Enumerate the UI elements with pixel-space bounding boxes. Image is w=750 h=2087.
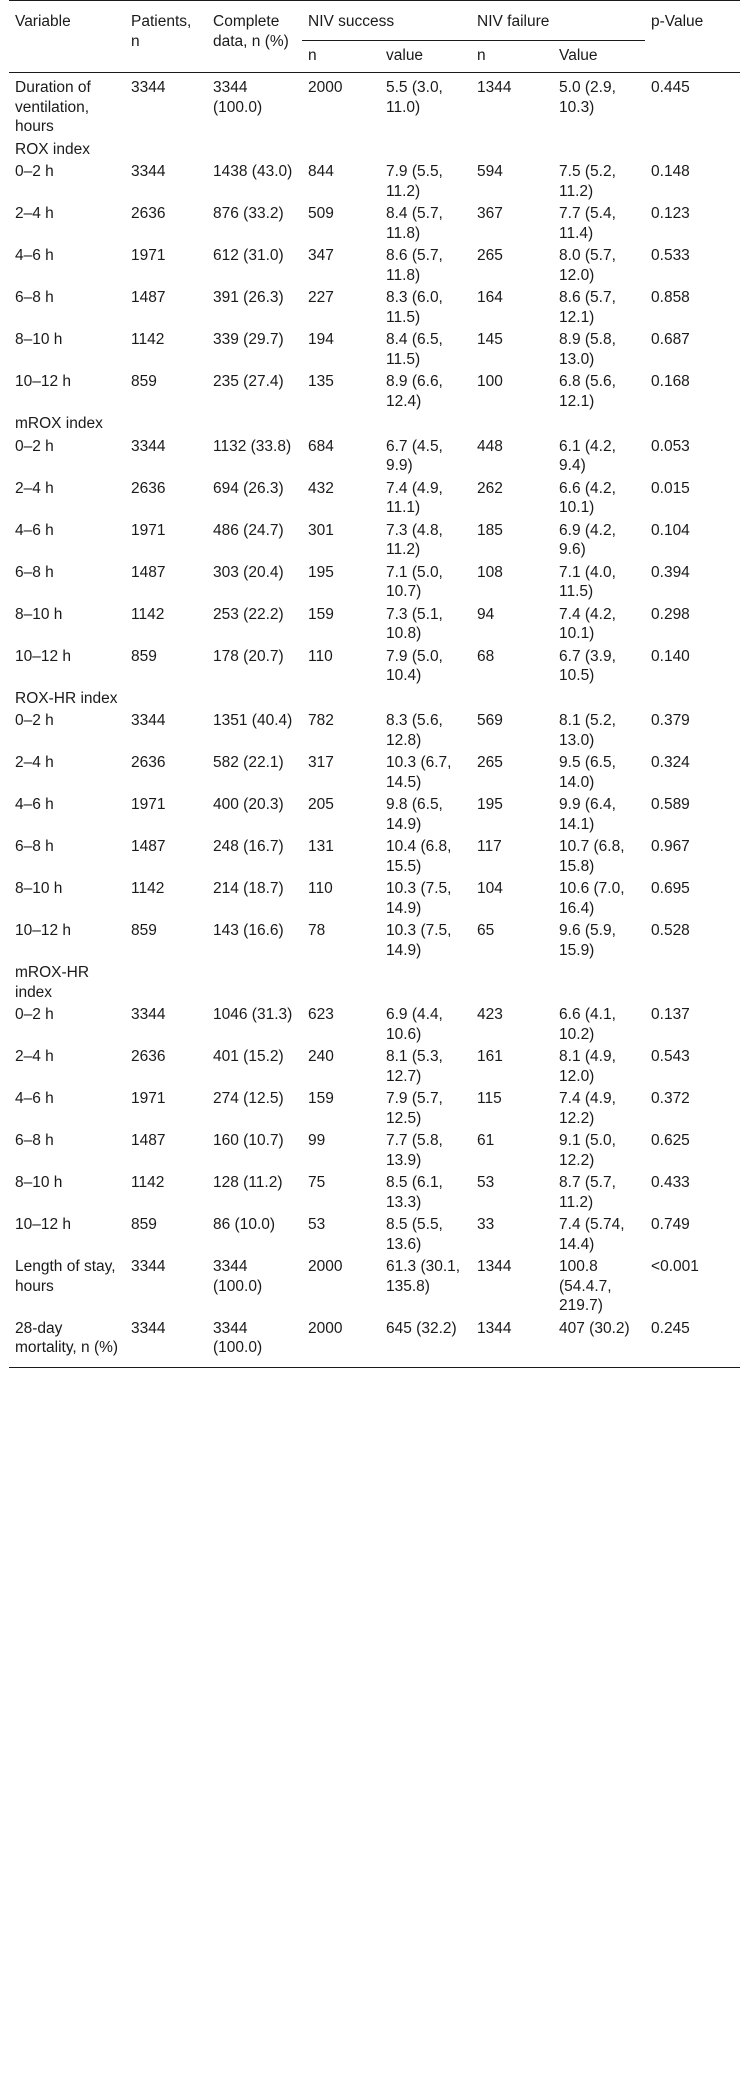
cell-success-n: 99	[308, 1132, 326, 1149]
cell-p-value: 0.140	[651, 647, 690, 665]
cell-success-n: 623	[308, 1006, 334, 1023]
cell-success-n: 782	[308, 712, 334, 729]
cell-failure-n: 104	[477, 880, 503, 897]
cell-p-value: 0.589	[651, 796, 690, 813]
table-header	[9, 1, 740, 73]
empty-cell	[207, 963, 302, 1005]
cell-patients: 1487	[131, 289, 166, 306]
cell-success-value: 7.9 (5.0, 10.4)	[386, 647, 443, 684]
cell-p-value: 0.245	[651, 1319, 690, 1337]
cell-failure-value: 7.4 (4.2, 10.1)	[559, 605, 616, 642]
cell-patients: 1142	[131, 1174, 165, 1191]
cell-patients: 859	[131, 922, 157, 939]
cell-failure-value: 7.7 (5.4, 11.4)	[559, 205, 616, 242]
cell-failure-value: 5.0 (2.9, 10.3)	[559, 79, 616, 116]
cell-patients: 3344	[131, 1319, 166, 1337]
cell-failure-value: 407 (30.2)	[559, 1319, 630, 1337]
cell-failure-value: 6.7 (3.9, 10.5)	[559, 647, 616, 684]
cell-failure-value: 9.9 (6.4, 14.1)	[559, 796, 616, 833]
cell-success-n: 159	[308, 605, 334, 623]
cell-variable: 4–6 h	[15, 521, 54, 539]
cell-failure-n: 185	[477, 521, 503, 539]
cell-success-n: 75	[308, 1174, 326, 1191]
cell-success-value: 9.8 (6.5, 14.9)	[386, 796, 443, 833]
cell-variable: 8–10 h	[15, 605, 63, 623]
cell-success-n: 78	[308, 922, 326, 939]
cell-failure-n: 265	[477, 247, 503, 264]
cell-success-value: 7.1 (5.0, 10.7)	[386, 563, 443, 600]
table-row	[9, 837, 740, 879]
empty-cell	[125, 963, 207, 1005]
cell-p-value: 0.053	[651, 437, 690, 455]
cell-failure-value: 8.9 (5.8, 13.0)	[559, 331, 616, 368]
cell-success-value: 8.4 (5.7, 11.8)	[386, 205, 443, 242]
cell-p-value: 0.324	[651, 754, 690, 771]
results-table	[9, 0, 740, 1368]
header-complete-data: Complete data, n (%)	[213, 13, 289, 50]
cell-failure-n: 1344	[477, 79, 512, 96]
cell-success-value: 645 (32.2)	[386, 1319, 457, 1337]
cell-complete-data: 486 (24.7)	[213, 521, 284, 539]
cell-failure-value: 9.1 (5.0, 12.2)	[559, 1132, 616, 1169]
subheader-failure-value: Value	[559, 46, 598, 64]
header-niv-failure: NIV failure	[471, 1, 645, 41]
cell-failure-value: 7.5 (5.2, 11.2)	[559, 163, 616, 200]
empty-cell	[302, 689, 380, 712]
empty-cell	[471, 963, 553, 1005]
table-row	[9, 1257, 740, 1319]
table-row	[9, 330, 740, 372]
cell-variable: 10–12 h	[15, 1216, 72, 1233]
empty-cell	[380, 414, 471, 437]
cell-p-value: 0.695	[651, 880, 690, 897]
cell-success-value: 7.4 (4.9, 11.1)	[386, 479, 443, 516]
subheader-success-n: n	[308, 46, 317, 64]
cell-complete-data: 400 (20.3)	[213, 796, 284, 813]
cell-complete-data: 143 (16.6)	[213, 922, 284, 939]
cell-patients: 2636	[131, 479, 166, 497]
header-p-value: p-Value	[651, 13, 704, 30]
cell-success-n: 301	[308, 521, 334, 539]
section-row	[9, 689, 740, 712]
cell-variable: 8–10 h	[15, 331, 63, 348]
cell-success-n: 195	[308, 563, 334, 581]
cell-variable: 2–4 h	[15, 754, 54, 771]
cell-failure-n: 53	[477, 1174, 495, 1191]
table-row	[9, 1089, 740, 1131]
cell-success-n: 110	[308, 647, 333, 665]
cell-variable: Length of stay, hours	[15, 1258, 116, 1295]
cell-success-n: 53	[308, 1216, 326, 1233]
cell-complete-data: 3344 (100.0)	[213, 1319, 263, 1356]
cell-failure-n: 115	[477, 1090, 502, 1107]
cell-success-value: 8.6 (5.7, 11.8)	[386, 247, 443, 284]
cell-success-n: 509	[308, 205, 334, 222]
cell-success-n: 240	[308, 1048, 334, 1065]
cell-complete-data: 178 (20.7)	[213, 647, 284, 665]
cell-patients: 3344	[131, 1006, 166, 1023]
cell-variable: 4–6 h	[15, 796, 54, 813]
cell-p-value: 0.298	[651, 605, 690, 623]
cell-success-value: 8.5 (6.1, 13.3)	[386, 1174, 443, 1211]
cell-complete-data: 235 (27.4)	[213, 373, 284, 390]
cell-failure-value: 7.4 (5.74, 14.4)	[559, 1216, 625, 1253]
cell-failure-value: 8.6 (5.7, 12.1)	[559, 289, 616, 326]
cell-patients: 1971	[131, 1090, 166, 1107]
cell-p-value: 0.858	[651, 289, 690, 306]
table-row	[9, 1131, 740, 1173]
empty-cell	[302, 414, 380, 437]
empty-cell	[207, 689, 302, 712]
table-row	[9, 521, 740, 563]
cell-success-value: 5.5 (3.0, 11.0)	[386, 79, 443, 116]
cell-failure-value: 9.5 (6.5, 14.0)	[559, 754, 616, 791]
cell-failure-n: 195	[477, 796, 503, 813]
cell-failure-value: 6.9 (4.2, 9.6)	[559, 521, 616, 558]
cell-success-value: 8.4 (6.5, 11.5)	[386, 331, 443, 368]
cell-p-value: <0.001	[651, 1258, 699, 1275]
cell-success-n: 347	[308, 247, 334, 264]
table-row	[9, 246, 740, 288]
section-row	[9, 140, 740, 163]
cell-patients: 1487	[131, 563, 166, 581]
cell-success-n: 684	[308, 437, 334, 455]
cell-complete-data: 214 (18.7)	[213, 880, 284, 897]
table-row	[9, 1173, 740, 1215]
cell-failure-n: 448	[477, 437, 503, 455]
cell-complete-data: 339 (29.7)	[213, 331, 284, 348]
cell-failure-value: 7.1 (4.0, 11.5)	[559, 563, 616, 600]
header-niv-success: NIV success	[302, 1, 471, 41]
cell-success-value: 10.4 (6.8, 15.5)	[386, 838, 452, 875]
cell-failure-n: 94	[477, 605, 495, 623]
table-row	[9, 753, 740, 795]
table-row	[9, 563, 740, 605]
cell-variable: 8–10 h	[15, 1174, 63, 1191]
cell-variable: 0–2 h	[15, 437, 54, 455]
cell-failure-value: 10.6 (7.0, 16.4)	[559, 880, 625, 917]
cell-p-value: 0.372	[651, 1090, 690, 1107]
cell-failure-value: 6.6 (4.2, 10.1)	[559, 479, 616, 516]
cell-p-value: 0.543	[651, 1048, 690, 1065]
cell-p-value: 0.967	[651, 838, 690, 855]
empty-cell	[645, 414, 740, 437]
cell-patients: 2636	[131, 205, 166, 222]
empty-cell	[553, 963, 645, 1005]
table-row	[9, 1319, 740, 1368]
cell-success-value: 8.5 (5.5, 13.6)	[386, 1216, 443, 1253]
cell-failure-value: 6.1 (4.2, 9.4)	[559, 437, 616, 474]
cell-complete-data: 582 (22.1)	[213, 754, 284, 771]
cell-p-value: 0.137	[651, 1006, 690, 1023]
cell-complete-data: 128 (11.2)	[213, 1174, 283, 1191]
cell-failure-n: 262	[477, 479, 503, 497]
cell-success-value: 7.7 (5.8, 13.9)	[386, 1132, 443, 1169]
cell-success-value: 6.9 (4.4, 10.6)	[386, 1006, 443, 1043]
cell-failure-value: 8.1 (4.9, 12.0)	[559, 1048, 616, 1085]
cell-complete-data: 1046 (31.3)	[213, 1006, 293, 1023]
table-row	[9, 879, 740, 921]
cell-complete-data: 1132 (33.8)	[213, 437, 292, 455]
empty-cell	[302, 140, 380, 163]
cell-variable: 10–12 h	[15, 922, 72, 939]
cell-patients: 1487	[131, 1132, 166, 1149]
cell-failure-value: 9.6 (5.9, 15.9)	[559, 922, 616, 959]
cell-success-value: 10.3 (7.5, 14.9)	[386, 880, 452, 917]
cell-variable: 6–8 h	[15, 838, 54, 855]
cell-success-n: 2000	[308, 79, 343, 96]
cell-failure-n: 161	[477, 1048, 503, 1065]
cell-patients: 3344	[131, 437, 166, 455]
cell-patients: 1142	[131, 331, 165, 348]
cell-failure-n: 117	[477, 838, 502, 855]
subheader-success-value: value	[386, 46, 424, 64]
cell-p-value: 0.625	[651, 1132, 690, 1149]
cell-patients: 859	[131, 647, 157, 665]
cell-success-n: 432	[308, 479, 334, 497]
cell-failure-value: 8.0 (5.7, 12.0)	[559, 247, 616, 284]
cell-success-n: 2000	[308, 1258, 343, 1275]
cell-patients: 1971	[131, 521, 166, 539]
subheader-failure-n: n	[477, 46, 486, 64]
cell-success-n: 135	[308, 373, 334, 390]
cell-failure-n: 265	[477, 754, 503, 771]
cell-p-value: 0.015	[651, 479, 690, 497]
section-label: mROX-HR index	[15, 964, 90, 1001]
table-row	[9, 73, 740, 140]
cell-failure-n: 423	[477, 1006, 503, 1023]
cell-failure-n: 367	[477, 205, 503, 222]
cell-success-value: 10.3 (7.5, 14.9)	[386, 922, 452, 959]
cell-failure-n: 100	[477, 373, 503, 390]
table-row	[9, 921, 740, 963]
section-label: ROX index	[15, 140, 90, 158]
cell-complete-data: 1438 (43.0)	[213, 163, 293, 180]
cell-failure-n: 68	[477, 647, 495, 665]
table-row	[9, 647, 740, 689]
cell-variable: 2–4 h	[15, 205, 54, 222]
cell-complete-data: 248 (16.7)	[213, 838, 284, 855]
table-row	[9, 795, 740, 837]
cell-complete-data: 3344 (100.0)	[213, 1258, 263, 1295]
cell-patients: 1142	[131, 880, 165, 897]
cell-failure-n: 164	[477, 289, 503, 306]
table-row	[9, 711, 740, 753]
cell-failure-value: 8.7 (5.7, 11.2)	[559, 1174, 616, 1211]
table-body	[9, 73, 740, 1368]
cell-complete-data: 160 (10.7)	[213, 1132, 284, 1149]
cell-failure-n: 61	[477, 1132, 495, 1149]
empty-cell	[125, 689, 207, 712]
cell-patients: 2636	[131, 1048, 166, 1065]
table-row	[9, 605, 740, 647]
empty-cell	[471, 140, 553, 163]
cell-p-value: 0.379	[651, 712, 690, 729]
cell-complete-data: 391 (26.3)	[213, 289, 284, 306]
cell-complete-data: 876 (33.2)	[213, 205, 284, 222]
empty-cell	[380, 689, 471, 712]
cell-patients: 1971	[131, 796, 166, 813]
cell-complete-data: 401 (15.2)	[213, 1048, 284, 1065]
empty-cell	[380, 140, 471, 163]
cell-success-value: 7.9 (5.5, 11.2)	[386, 163, 443, 200]
empty-cell	[207, 140, 302, 163]
cell-variable: 0–2 h	[15, 1006, 54, 1023]
cell-failure-value: 7.4 (4.9, 12.2)	[559, 1090, 616, 1127]
cell-failure-n: 569	[477, 712, 503, 729]
cell-complete-data: 303 (20.4)	[213, 563, 284, 581]
table-row	[9, 479, 740, 521]
cell-p-value: 0.687	[651, 331, 690, 348]
cell-p-value: 0.749	[651, 1216, 690, 1233]
cell-patients: 2636	[131, 754, 166, 771]
cell-failure-n: 65	[477, 922, 495, 939]
cell-variable: 2–4 h	[15, 1048, 54, 1065]
cell-failure-n: 594	[477, 163, 503, 180]
cell-success-value: 8.9 (6.6, 12.4)	[386, 373, 443, 410]
cell-failure-n: 108	[477, 563, 503, 581]
cell-patients: 1971	[131, 247, 166, 264]
section-row	[9, 414, 740, 437]
cell-failure-value: 100.8 (54.4.7, 219.7)	[559, 1258, 612, 1314]
empty-cell	[645, 689, 740, 712]
cell-failure-n: 1344	[477, 1319, 512, 1337]
cell-complete-data: 86 (10.0)	[213, 1216, 276, 1233]
table-row	[9, 1047, 740, 1089]
section-label: ROX-HR index	[15, 689, 118, 707]
cell-success-value: 7.9 (5.7, 12.5)	[386, 1090, 443, 1127]
empty-cell	[645, 140, 740, 163]
cell-failure-value: 8.1 (5.2, 13.0)	[559, 712, 616, 749]
cell-failure-n: 1344	[477, 1258, 512, 1275]
cell-success-n: 2000	[308, 1319, 343, 1337]
cell-patients: 3344	[131, 712, 166, 729]
cell-variable: 2–4 h	[15, 479, 54, 497]
empty-cell	[380, 963, 471, 1005]
cell-p-value: 0.394	[651, 563, 690, 581]
empty-cell	[125, 414, 207, 437]
cell-success-n: 205	[308, 796, 334, 813]
cell-variable: 8–10 h	[15, 880, 63, 897]
cell-variable: 6–8 h	[15, 1132, 54, 1149]
cell-success-value: 8.3 (6.0, 11.5)	[386, 289, 443, 326]
empty-cell	[645, 963, 740, 1005]
table-row	[9, 1215, 740, 1257]
table-row	[9, 288, 740, 330]
empty-cell	[471, 689, 553, 712]
cell-patients: 859	[131, 1216, 157, 1233]
cell-failure-value: 6.6 (4.1, 10.2)	[559, 1006, 616, 1043]
cell-complete-data: 612 (31.0)	[213, 247, 284, 264]
cell-success-value: 7.3 (4.8, 11.2)	[386, 521, 443, 558]
cell-success-value: 61.3 (30.1, 135.8)	[386, 1258, 461, 1295]
header-variable: Variable	[15, 13, 71, 30]
table-row	[9, 1005, 740, 1047]
cell-patients: 859	[131, 373, 157, 390]
cell-success-n: 131	[308, 838, 334, 855]
cell-failure-n: 145	[477, 331, 503, 348]
cell-p-value: 0.445	[651, 79, 690, 96]
cell-variable: 6–8 h	[15, 289, 54, 306]
cell-success-n: 194	[308, 331, 334, 348]
section-label: mROX index	[15, 415, 103, 432]
cell-failure-value: 6.8 (5.6, 12.1)	[559, 373, 616, 410]
cell-variable: 4–6 h	[15, 1090, 54, 1107]
table-row	[9, 162, 740, 204]
empty-cell	[125, 140, 207, 163]
section-row	[9, 963, 740, 1005]
cell-success-n: 110	[308, 880, 333, 897]
cell-success-n: 844	[308, 163, 334, 180]
empty-cell	[553, 414, 645, 437]
cell-success-value: 10.3 (6.7, 14.5)	[386, 754, 452, 791]
cell-complete-data: 3344 (100.0)	[213, 79, 263, 116]
cell-p-value: 0.168	[651, 373, 690, 390]
cell-complete-data: 274 (12.5)	[213, 1090, 284, 1107]
cell-variable: 0–2 h	[15, 712, 54, 729]
empty-cell	[471, 414, 553, 437]
cell-failure-n: 33	[477, 1216, 495, 1233]
cell-p-value: 0.433	[651, 1174, 690, 1191]
header-patients: Patients, n	[131, 13, 192, 50]
cell-variable: 10–12 h	[15, 647, 72, 665]
cell-patients: 3344	[131, 79, 166, 96]
cell-p-value: 0.104	[651, 521, 690, 539]
cell-complete-data: 1351 (40.4)	[213, 712, 293, 729]
cell-p-value: 0.123	[651, 205, 690, 222]
cell-variable: 0–2 h	[15, 163, 54, 180]
cell-patients: 1142	[131, 605, 165, 623]
cell-p-value: 0.148	[651, 163, 690, 180]
cell-patients: 3344	[131, 163, 166, 180]
empty-cell	[207, 414, 302, 437]
cell-success-n: 227	[308, 289, 334, 306]
cell-variable: 28-day mortality, n (%)	[15, 1319, 119, 1356]
cell-success-n: 159	[308, 1090, 334, 1107]
cell-p-value: 0.528	[651, 922, 690, 939]
cell-success-value: 8.3 (5.6, 12.8)	[386, 712, 443, 749]
cell-success-n: 317	[308, 754, 334, 771]
empty-cell	[553, 689, 645, 712]
empty-cell	[302, 963, 380, 1005]
cell-patients: 1487	[131, 838, 166, 855]
table-row	[9, 437, 740, 479]
cell-success-value: 6.7 (4.5, 9.9)	[386, 437, 443, 474]
cell-variable: 6–8 h	[15, 563, 54, 581]
table-row	[9, 204, 740, 246]
table-row	[9, 372, 740, 414]
cell-variable: Duration of ventilation, hours	[15, 79, 91, 135]
cell-p-value: 0.533	[651, 247, 690, 264]
cell-variable: 10–12 h	[15, 373, 72, 390]
cell-patients: 3344	[131, 1258, 166, 1275]
cell-failure-value: 10.7 (6.8, 15.8)	[559, 838, 625, 875]
empty-cell	[553, 140, 645, 163]
cell-complete-data: 694 (26.3)	[213, 479, 284, 497]
cell-success-value: 7.3 (5.1, 10.8)	[386, 605, 443, 642]
cell-complete-data: 253 (22.2)	[213, 605, 284, 623]
cell-variable: 4–6 h	[15, 247, 54, 264]
cell-success-value: 8.1 (5.3, 12.7)	[386, 1048, 443, 1085]
